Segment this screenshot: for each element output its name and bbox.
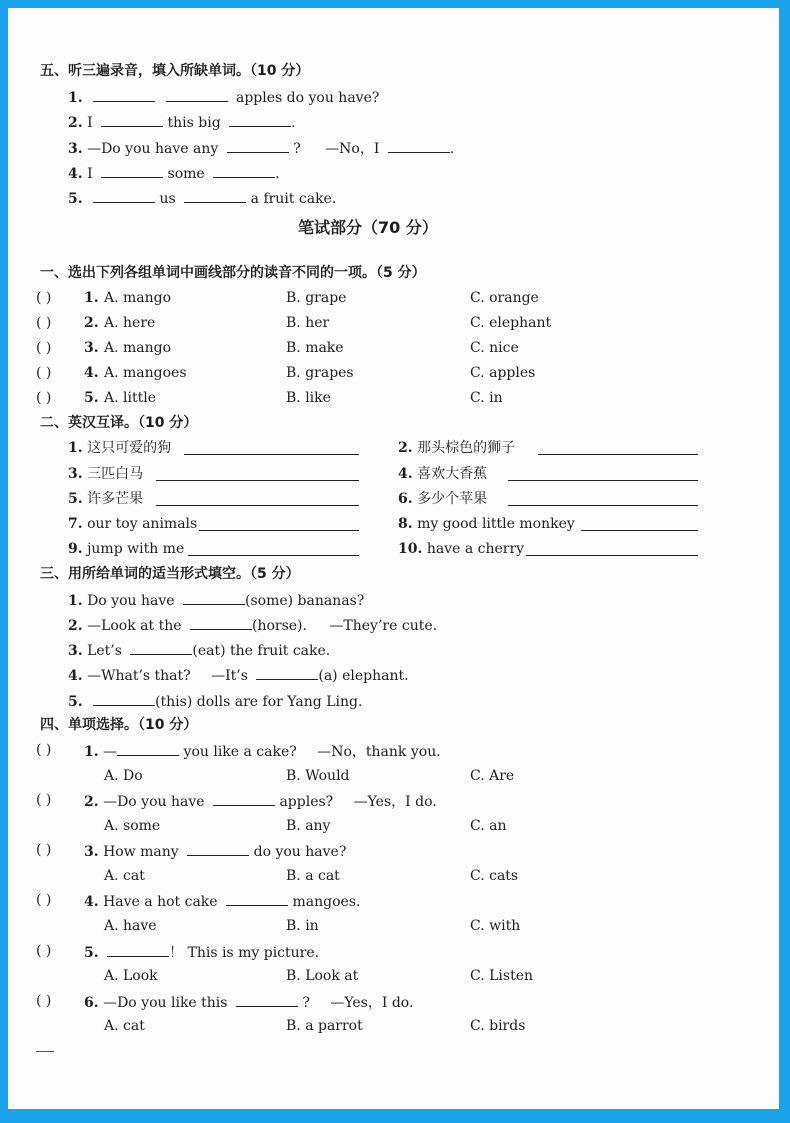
s5-item-2: 2. I this big .: [68, 112, 296, 132]
option-a: A. cat: [104, 868, 145, 884]
s3-item-5: 5. (this) dolls are for Yang Ling.: [68, 691, 362, 711]
answer-line[interactable]: [508, 466, 698, 481]
answer-blank[interactable]: [388, 138, 450, 153]
answer-blank[interactable]: [256, 665, 318, 680]
s3-item-2: 2. —Look at the (horse). —They’re cute.: [68, 615, 437, 635]
answer-paren[interactable]: ( ): [36, 365, 52, 381]
option-b: B. make: [286, 340, 344, 356]
answer-blank[interactable]: [236, 992, 298, 1007]
s4-question-6: 6. —Do you like this ? —Yes，I do.: [84, 992, 413, 1012]
answer-blank[interactable]: [213, 163, 275, 178]
answer-blank[interactable]: [101, 112, 163, 127]
answer-paren[interactable]: ( ): [36, 792, 52, 808]
option-c: C. Are: [470, 768, 515, 784]
s2-item-7: 7. our toy animals: [68, 516, 198, 532]
answer-blank[interactable]: [93, 87, 155, 102]
option-b: B. a cat: [286, 868, 340, 884]
answer-blank[interactable]: [184, 188, 246, 203]
option-b: B. any: [286, 818, 331, 834]
option-a: A. mango: [104, 290, 172, 306]
s4-question-2: 2. —Do you have apples? —Yes，I do.: [84, 791, 437, 811]
option-a: A. Look: [104, 968, 158, 984]
answer-line[interactable]: [156, 466, 359, 481]
option-b: B. her: [286, 315, 330, 331]
answer-line[interactable]: [508, 491, 698, 506]
s4-question-5: 5. ！ This is my picture.: [84, 942, 319, 962]
section5-heading: 五、听三遍录音，填入所缺单词。（10 分）: [40, 63, 310, 79]
answer-blank[interactable]: [229, 112, 291, 127]
written-part-title: 笔试部分（70 分）: [298, 218, 438, 237]
option-a: A. some: [104, 818, 161, 834]
answer-blank[interactable]: [227, 138, 289, 153]
answer-paren[interactable]: ( ): [36, 290, 52, 306]
option-b: B. Would: [286, 768, 350, 784]
option-c: C. an: [470, 818, 507, 834]
answer-blank[interactable]: [190, 615, 252, 630]
s5-item-4: 4. I some .: [68, 163, 280, 183]
option-b: B. grapes: [286, 365, 354, 381]
s2-item-5: 5. 许多芒果: [68, 491, 144, 507]
option-a: A. little: [104, 390, 156, 406]
answer-blank[interactable]: [107, 942, 169, 957]
option-c: C. birds: [470, 1018, 526, 1034]
s2-item-10: 10. have a cherry: [398, 541, 525, 557]
answer-line[interactable]: [188, 541, 359, 556]
s5-item-3: 3. —Do you have any ? —No，I .: [68, 138, 454, 158]
s2-item-6: 6. 多少个苹果: [398, 491, 488, 507]
answer-paren[interactable]: ( ): [36, 892, 52, 908]
answer-line[interactable]: [184, 440, 359, 455]
s3-item-4: 4. —What’s that? —It’s (a) elephant.: [68, 665, 409, 685]
s2-item-2: 2. 那头棕色的狮子: [398, 440, 516, 456]
s3-item-3: 3. Let’s (eat) the fruit cake.: [68, 640, 330, 660]
s3-item-1: 1. Do you have (some) bananas?: [68, 590, 364, 610]
option-a: A. mango: [104, 340, 172, 356]
option-c: C. cats: [470, 868, 519, 884]
option-c: C. nice: [470, 340, 519, 356]
answer-paren[interactable]: ( ): [36, 842, 52, 858]
s4-question-1: 1. — you like a cake? —No，thank you.: [84, 741, 441, 761]
s5-item-1: 1. apples do you have?: [68, 87, 379, 107]
answer-blank[interactable]: [226, 891, 288, 906]
answer-blank[interactable]: [93, 188, 155, 203]
answer-line[interactable]: [526, 541, 698, 556]
s2-item-3: 3. 三匹白马: [68, 466, 144, 482]
option-a: A. mangoes: [104, 365, 187, 381]
answer-blank[interactable]: [117, 741, 179, 756]
option-c: C. orange: [470, 290, 539, 306]
option-c: C. in: [470, 390, 503, 406]
answer-blank[interactable]: [130, 640, 192, 655]
answer-paren[interactable]: ( ): [36, 742, 52, 758]
option-a: A. cat: [104, 1018, 145, 1034]
option-b: B. a parrot: [286, 1018, 363, 1034]
option-a: A. have: [104, 918, 157, 934]
option-b: B. Look at: [286, 968, 359, 984]
answer-blank[interactable]: [93, 691, 155, 706]
answer-blank[interactable]: [183, 590, 245, 605]
answer-line[interactable]: [156, 491, 359, 506]
answer-blank[interactable]: [187, 841, 249, 856]
exam-page: 五、听三遍录音，填入所缺单词。（10 分） 1. apples do you have? 2. I this big . 3. —Do you have any ? —No，I . 4. I some . 5. us a fruit cake. 笔试部分（70 分） 一、选出下列各组单词中画线部分的读音不同的一项。（5 分） ( ) 1. A. mango B. grape C. orange ( ) 2. A. here B. her C. elephant ( ) 3. A. mango B. make C. nice ( ) 4. A. mangoes B. grapes C. apples ( ) 5. A. little B. like C. in 二、英汉互译。（10 分） 1. 这只可爱的狗 2. 那头棕色的狮子 3. 三匹白马 4. 喜欢大香蕉 5. 许多芒果 6. 多少个苹果 7. our toy animals 8. my good little monkey 9. jump with me 10. have a cherry 三、用所给单词的适当形式填空。（5 分） 1. Do you have (some) bananas? 2. —Look at the (horse). —They’re cute. 3. Let’s (eat) the fruit cake. 4. —What’s that? —It’s (a) elephant. 5. (this) dolls are for Yang Ling. 四、单项选择。（10 分） ( ) 1. — you like a cake? —No，thank you. A. Do B. Would C. Are ( ) 2. —Do you have apples? —Yes，I do. A. some B. any C. an ( ) 3. How many do you have? A. cat B. a cat C. cats ( ) 4. Have a hot cake mangoes. A. have B. in C. with ( ) 5. ！ This is my picture. A. Look B. Look at C. Listen ( ) 6. —Do you like this ? —Yes，I do. A. cat B. a parrot C. birds: [8, 8, 779, 1109]
answer-line[interactable]: [199, 516, 359, 531]
option-b: B. grape: [286, 290, 347, 306]
s2-item-1: 1. 这只可爱的狗: [68, 440, 172, 456]
answer-paren[interactable]: ( ): [36, 315, 52, 331]
answer-blank[interactable]: [213, 791, 275, 806]
section4-heading: 四、单项选择。（10 分）: [40, 717, 198, 733]
section1-heading: 一、选出下列各组单词中画线部分的读音不同的一项。（5 分）: [40, 265, 426, 281]
s2-item-4: 4. 喜欢大香蕉: [398, 466, 488, 482]
section2-heading: 二、英汉互译。（10 分）: [40, 415, 198, 431]
footer-divider: [36, 1051, 54, 1052]
option-c: C. elephant: [470, 315, 552, 331]
option-b: B. like: [286, 390, 331, 406]
answer-line[interactable]: [581, 516, 698, 531]
answer-blank[interactable]: [101, 163, 163, 178]
answer-paren[interactable]: ( ): [36, 390, 52, 406]
answer-paren[interactable]: ( ): [36, 943, 52, 959]
s5-item-5: 5. us a fruit cake.: [68, 188, 336, 208]
option-c: C. apples: [470, 365, 536, 381]
option-c: C. Listen: [470, 968, 533, 984]
option-a: A. here: [104, 315, 156, 331]
s2-item-9: 9. jump with me: [68, 541, 185, 557]
answer-paren[interactable]: ( ): [36, 340, 52, 356]
answer-blank[interactable]: [166, 87, 228, 102]
s2-item-8: 8. my good little monkey: [398, 516, 575, 532]
section3-heading: 三、用所给单词的适当形式填空。（5 分）: [40, 566, 300, 582]
s4-question-3: 3. How many do you have?: [84, 841, 346, 861]
answer-paren[interactable]: ( ): [36, 993, 52, 1009]
option-a: A. Do: [104, 768, 143, 784]
option-c: C. with: [470, 918, 521, 934]
answer-line[interactable]: [538, 440, 698, 455]
s4-question-4: 4. Have a hot cake mangoes.: [84, 891, 360, 911]
option-b: B. in: [286, 918, 319, 934]
